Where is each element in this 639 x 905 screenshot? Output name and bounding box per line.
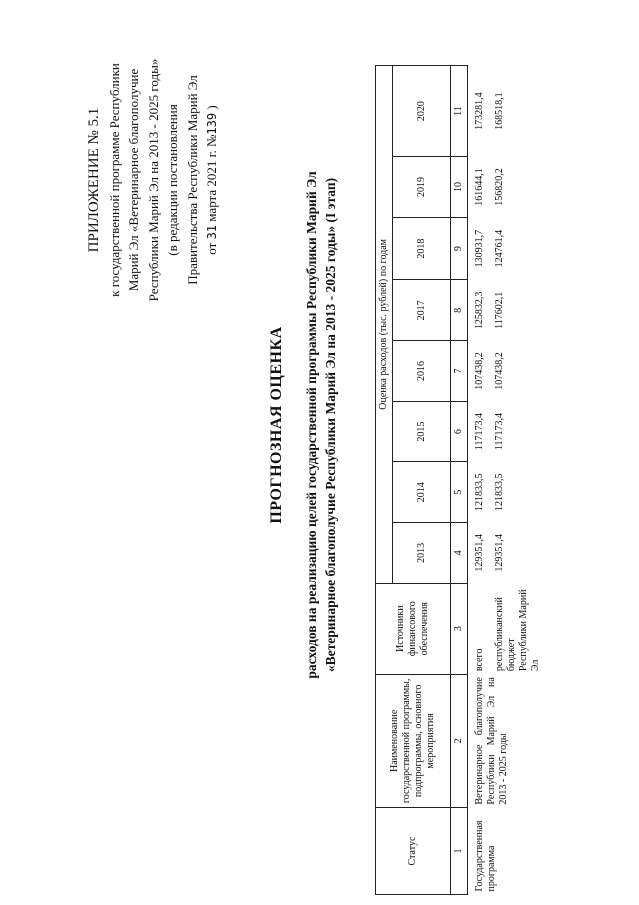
header-year: 2016 (393, 341, 451, 402)
cell-status: Государственная программа (474, 820, 497, 892)
column-number: 2 (451, 674, 468, 807)
cell-value: 130931,7 (474, 229, 485, 268)
cell-value: 156820,2 (494, 168, 505, 206)
header-sources: Источники финансового обеспечения (376, 583, 451, 674)
cell-value: 129351,4 (474, 534, 485, 572)
header-status: Статус (376, 808, 451, 895)
cell-value: 117602,1 (494, 291, 505, 329)
column-number: 11 (451, 66, 468, 157)
header-year: 2019 (393, 157, 451, 218)
appendix-line: Правительства Республики Марий Эл (184, 75, 200, 285)
cell-value: 124761,4 (494, 229, 505, 268)
date-prefix: от (204, 242, 219, 255)
header-year: 2018 (393, 217, 451, 280)
document-title: ПРОГНОЗНАЯ ОЦЕНКА (268, 326, 285, 524)
cell-value: 129351,4 (494, 534, 505, 572)
date-rest: марта 2021 г. № (204, 134, 219, 222)
header-year: 2015 (393, 401, 451, 462)
cell-value: 125832,3 (474, 291, 485, 330)
appendix-line: к государственной программе Республики (106, 63, 122, 297)
appendix-line: Республики Марий Эл на 2013 - 2025 годы» (145, 58, 161, 302)
header-estimate: Оценка расходов (тыс. рублей) по годам (376, 66, 393, 584)
decree-number: 139 (205, 112, 219, 135)
header-year: 2020 (393, 66, 451, 157)
document-subtitle (302, 65, 340, 785)
cell-value: 117173,4 (494, 413, 505, 451)
header-year: 2013 (393, 523, 451, 584)
document-title-block (268, 65, 340, 785)
appendix-line: Марий Эл «Ветеринарное благополучие (126, 68, 141, 292)
table-row (468, 66, 489, 895)
column-number: 4 (451, 523, 468, 584)
appendix-title: ПРИЛОЖЕНИЕ № 5.1 (86, 107, 102, 253)
appendix-line: (в редакции постановления (165, 104, 180, 256)
cell-value: 117173,4 (474, 413, 485, 451)
column-number: 7 (451, 341, 468, 402)
column-number: 3 (451, 583, 468, 674)
cell-source: всего (474, 648, 485, 672)
column-number: 6 (451, 401, 468, 462)
cell-value: 168518,1 (494, 92, 505, 130)
cell-program-name: Ветеринарное благополучие Республики Марий Эл на 2013 - 2025 годы (474, 677, 509, 805)
column-number: 9 (451, 217, 468, 280)
header-year: 2017 (393, 280, 451, 341)
header-name: Наименование государственной программы, подпрограммы, основного мероприятия (376, 674, 451, 807)
appendix-date-line (202, 15, 223, 345)
column-number: 1 (451, 808, 468, 895)
appendix-header (85, 15, 223, 345)
subtitle-line: расходов на реализацию целей государственной программы Республики Марий Эл (304, 171, 319, 679)
cell-value: 161644,1 (474, 168, 485, 206)
cell-value: 121833,5 (494, 473, 505, 511)
header-year: 2014 (393, 462, 451, 523)
subtitle-line: «Ветеринарное благополучие Республики Марий Эл на 2013 - 2025 годы» (I этап) (323, 177, 338, 673)
column-number: 5 (451, 462, 468, 523)
date-closing: ) (204, 105, 219, 110)
column-number: 8 (451, 280, 468, 341)
cell-value: 107438,2 (474, 352, 485, 390)
date-day: 31 (205, 224, 219, 240)
column-number: 10 (451, 157, 468, 218)
cell-value: 173281,4 (474, 92, 485, 130)
cell-value: 121833,5 (474, 473, 485, 511)
expense-estimate-table (375, 65, 544, 895)
cell-source: республиканский бюджет Республики Марий Эл (494, 589, 541, 672)
cell-value: 107438,2 (494, 352, 505, 390)
